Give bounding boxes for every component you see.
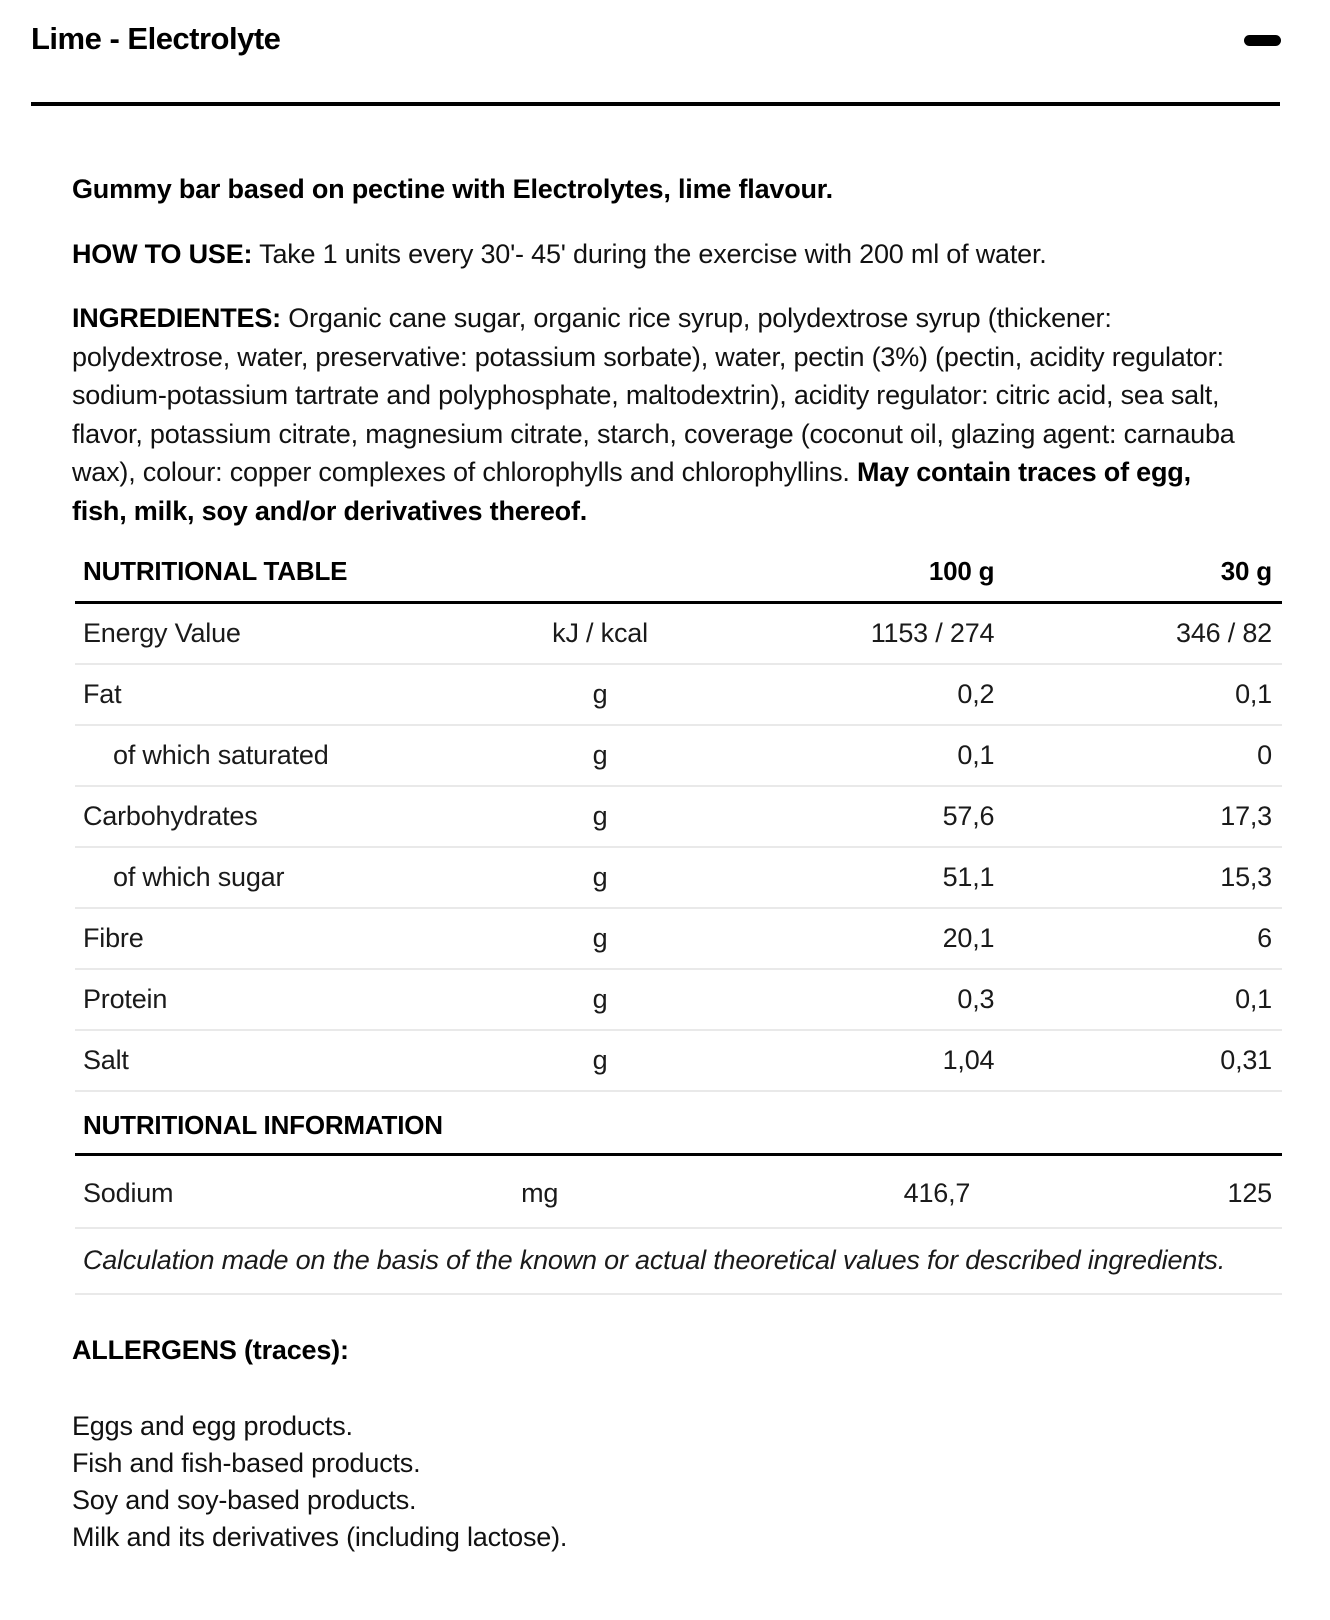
table-row xyxy=(75,1030,1282,1091)
panel-header xyxy=(31,0,1281,57)
nutrient-per100: 416,7 xyxy=(618,1155,980,1229)
nutritional-table xyxy=(75,556,1282,1092)
nutrient-per100: 1,04 xyxy=(678,1030,1004,1091)
table-row xyxy=(75,847,1282,908)
nutrient-per30: 125 xyxy=(980,1155,1282,1229)
how-to-use-text: Take 1 units every 30'- 45' during the exercise with 200 ml of water. xyxy=(259,238,1047,269)
nutrient-unit: g xyxy=(522,969,679,1030)
nutrient-per100: 0,3 xyxy=(678,969,1004,1030)
allergen-item: Soy and soy-based products. xyxy=(72,1484,417,1515)
table-row xyxy=(75,603,1282,665)
nutrient-per100: 0,1 xyxy=(678,725,1004,786)
nutrient-unit: g xyxy=(522,725,679,786)
calculation-note: Calculation made on the basis of the known or actual theoretical values for described ingredients. xyxy=(82,1245,1225,1275)
nutrient-per30: 15,3 xyxy=(1004,847,1282,908)
nutrient-label: Sodium xyxy=(75,1155,461,1229)
table-row xyxy=(75,908,1282,969)
nutrient-per30: 0,1 xyxy=(1004,969,1282,1030)
nutrient-per30: 17,3 xyxy=(1004,786,1282,847)
nutrient-label: of which saturated xyxy=(75,725,522,786)
allergen-item: Eggs and egg products. xyxy=(72,1410,353,1441)
page-title: Lime - Electrolyte xyxy=(31,21,281,56)
nutrient-unit: g xyxy=(522,1030,679,1091)
product-description: Gummy bar based on pectine with Electrolytes, lime flavour. xyxy=(72,174,833,204)
nutritional-table-header-row xyxy=(75,556,1282,603)
per-30g-column-header: 30 g xyxy=(1004,556,1282,603)
how-to-use-label: HOW TO USE: xyxy=(72,238,253,269)
ingredients-label: INGREDIENTES: xyxy=(72,303,281,333)
nutrient-per30: 0,1 xyxy=(1004,664,1282,725)
nutritional-information-table xyxy=(75,1092,1282,1229)
nutrient-unit: g xyxy=(522,847,679,908)
nutrient-unit: g xyxy=(522,664,679,725)
nutrient-per100: 57,6 xyxy=(678,786,1004,847)
nutrient-label: Energy Value xyxy=(75,603,522,665)
nutrient-per30: 0 xyxy=(1004,725,1282,786)
nutrient-per100: 0,2 xyxy=(678,664,1004,725)
nutrient-per100: 20,1 xyxy=(678,908,1004,969)
nutrient-unit: kJ / kcal xyxy=(522,603,679,665)
table-row xyxy=(75,1155,1282,1229)
nutrient-per100: 1153 / 274 xyxy=(678,603,1004,665)
nutrient-per30: 0,31 xyxy=(1004,1030,1282,1091)
product-details xyxy=(72,170,1272,1556)
nutritional-information-title: NUTRITIONAL INFORMATION xyxy=(75,1092,1282,1155)
allergen-list xyxy=(72,1408,1237,1556)
table-row xyxy=(75,786,1282,847)
unit-column-header xyxy=(522,556,679,603)
nutrient-label: Carbohydrates xyxy=(75,786,522,847)
note-divider xyxy=(75,1293,1282,1295)
ingredients-text: Organic cane sugar, organic rice syrup, polydextrose syrup (thickener: polydextrose, water, preservative: potassium sorbate), water, pectin (3%) (pectin, acidity regulator: sodium-potassium tartrate and polyphosphate, maltodextrin), acidity regulator: citric acid, sea salt, flavor, potassium citrate, magnesium citrate, starch, coverage (coconut oil, glazing agent: carnauba wax), colour: copper complexes of chlorophylls and chlorophyllins. xyxy=(72,303,1235,487)
nutrient-label: Fibre xyxy=(75,908,522,969)
nutrient-label: Salt xyxy=(75,1030,522,1091)
nutritional-table-title: NUTRITIONAL TABLE xyxy=(75,556,522,603)
minimize-icon[interactable] xyxy=(1244,35,1281,46)
table-row xyxy=(75,664,1282,725)
nutrient-label: of which sugar xyxy=(75,847,522,908)
how-to-use-paragraph xyxy=(72,235,1237,274)
allergen-item: Milk and its derivatives (including lactose). xyxy=(72,1521,568,1552)
nutrient-unit: g xyxy=(522,786,679,847)
ingredients-traces: May contain traces of egg, fish, milk, soy and/or derivatives thereof. xyxy=(72,457,1191,526)
nutrient-unit: mg xyxy=(461,1155,618,1229)
nutrient-per30: 6 xyxy=(1004,908,1282,969)
header-divider xyxy=(31,102,1280,106)
ingredients-paragraph xyxy=(72,299,1237,530)
nutrient-label: Protein xyxy=(75,969,522,1030)
table-row xyxy=(75,969,1282,1030)
table-row xyxy=(75,725,1282,786)
nutrient-label: Fat xyxy=(75,664,522,725)
nutritional-information-header-row xyxy=(75,1092,1282,1155)
nutrient-per100: 51,1 xyxy=(678,847,1004,908)
allergens-title: ALLERGENS (traces): xyxy=(72,1335,349,1365)
nutrient-unit: g xyxy=(522,908,679,969)
nutrient-per30: 346 / 82 xyxy=(1004,603,1282,665)
per-100g-column-header: 100 g xyxy=(678,556,1004,603)
allergen-item: Fish and fish-based products. xyxy=(72,1447,421,1478)
